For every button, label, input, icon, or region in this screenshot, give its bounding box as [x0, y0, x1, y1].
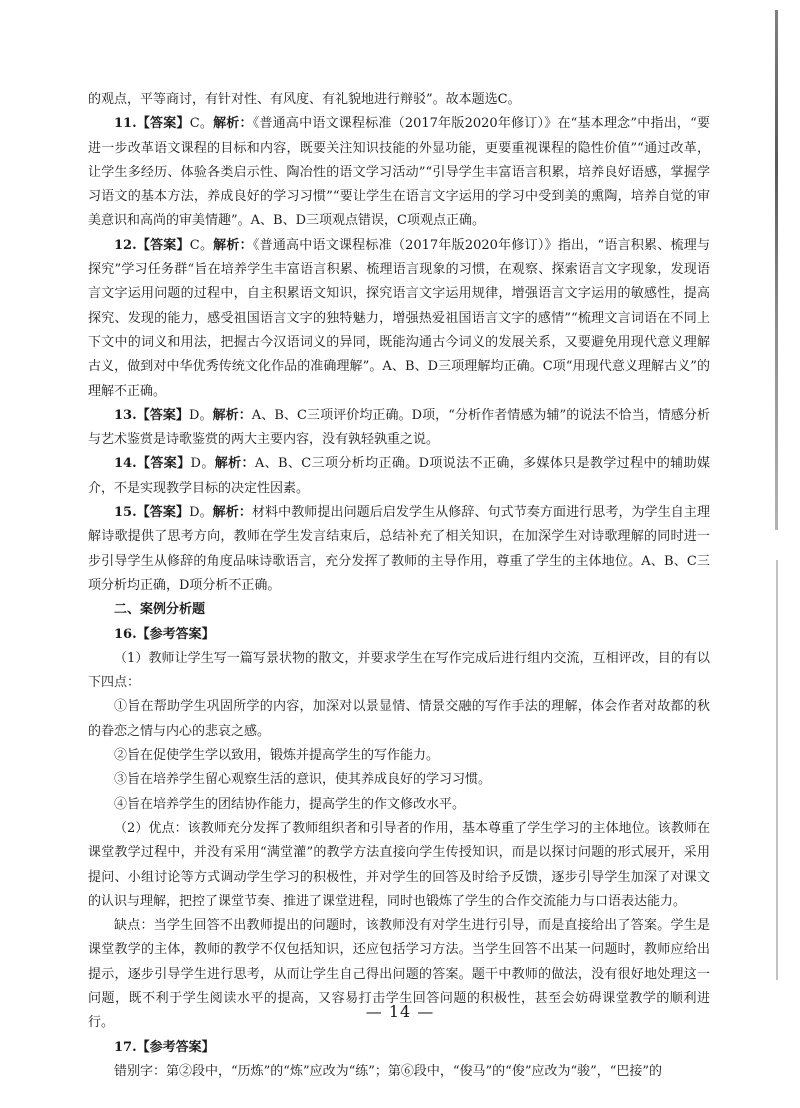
- answer-15: [88, 501, 710, 598]
- answer-12-number: 12.【答案】: [114, 237, 190, 253]
- answer-12-text: 《普通高中语文课程标准（2017年版2020年修订）》指出，“语言积累、梳理与探究”学习任务群“旨在培养学生丰富语言积累、梳理语言现象的习惯，在观察、探索语言文字现象，发现语言文字运用问题的过程中，自主积累语文知识，探究语言文字运用规律，增强语言文字运用的敏感性，提高探究、发现的能力，感受祖国语言文字的独特魅力，增强热爱祖国语言文字的感情”“梳理文言词语在不同上下文中的词义和用法，把握古今汉语词义的异同，既能沟通古今词义的发展关系，又要避免用现代意义理解古义，做到对中华优秀传统文化作品的准确理解”。A、B、D三项理解均正确。C项“用现代意义理解古义”的理解不正确。: [88, 237, 710, 399]
- answer-11-label: 解析：: [213, 116, 253, 132]
- answer-16-point1: ①旨在帮助学生巩固所学的内容，加深对以景显情、情景交融的写作手法的理解，体会作者对故都的秋的眷恋之情与内心的悲哀之感。: [88, 699, 710, 739]
- answer-16-point4: ④旨在培养学生的团结协作能力，提高学生的作文修改水平。: [114, 796, 466, 812]
- answer-16-point2: ②旨在促使学生学以致用，锻炼并提高学生的写作能力。: [114, 748, 440, 764]
- answer-15-choice: D。: [189, 505, 213, 521]
- carryover-paragraph: 的观点，平等商讨，有针对性、有风度、有礼貌地进行辩驳”。故本题选C。: [88, 92, 521, 107]
- answer-12-label: 解析：: [213, 237, 253, 253]
- answer-14: [88, 452, 710, 501]
- answer-11: [88, 112, 710, 233]
- scan-edge-mark: [775, 10, 778, 530]
- answer-13-label: 解析：: [212, 407, 252, 423]
- answer-16-heading: 16.【参考答案】: [114, 626, 215, 642]
- answer-16-part3: 缺点：当学生回答不出教师提出的问题时，该教师没有对学生进行引导，而是直接给出了答案。学生是课堂教学的主体，教师的教学不仅包括知识，还应包括学习方法。当学生回答不出某一问题时，教师应给出提示，逐步引导学生进行思考，从而让学生自己得出问题的答案。题干中教师的做法，没有很好地处理这一问题，既不利于学生阅读水平的提高，又容易打击学生回答问题的积极性，甚至会妨碍课堂教学的顺利进行。: [88, 918, 710, 1031]
- answer-17-part1: 错别字：第②段中，“历炼”的“炼”应改为“练”；第⑥段中，“俊马”的“俊”应改为“骏”，“巴接”的: [114, 1063, 663, 1079]
- answer-12-choice: C。: [189, 237, 214, 253]
- section-heading-case-analysis: 二、案例分析题: [114, 602, 206, 618]
- scan-edge-mark-lower: [776, 560, 778, 980]
- answer-11-choice: C。: [189, 116, 214, 132]
- answer-11-text: 《普通高中语文课程标准（2017年版2020年修订）》在“基本理念”中指出，“要进一步改革语文课程的目标和内容，既要关注知识技能的外显功能，更要重视课程的隐性价值”“通过改革，让学生多经历、体验各类启示性、陶冶性的语文学习活动”“引导学生丰富语言积累，培养良好语感，掌握学习语文的基本方法，养成良好的学习习惯”“要让学生在语言文字运用的学习中受到美的熏陶，培养自觉的审美意识和高尚的审美情趣”。A、B、D三项观点错误，C项观点正确。: [88, 116, 710, 229]
- document-body: [88, 88, 710, 1084]
- answer-16-point3: ③旨在培养学生留心观察生活的意识，使其养成良好的学习习惯。: [114, 772, 492, 788]
- page-number: — 14 —: [365, 1002, 435, 1021]
- answer-13: [88, 404, 710, 453]
- answer-14-number: 14.【答案】: [114, 456, 191, 472]
- answer-15-number: 15.【答案】: [114, 505, 190, 521]
- answer-12: [88, 234, 710, 404]
- answer-15-text: 材料中教师提出问题后启发学生从修辞、句式节奏方面进行思考，为学生自主理解诗歌提供了思考方向，教师在学生发言结束后，总结补充了相关知识，在加深学生对诗歌理解的同时进一步引导学生从修辞的角度品味诗歌语言，充分发挥了教师的主导作用，尊重了学生的主体地位。A、B、C三项分析均正确，D项分析不正确。: [88, 505, 710, 593]
- answer-16-part2: （2）优点：该教师充分发挥了教师组织者和引导者的作用，基本尊重了学生学习的主体地位。该教师在课堂教学过程中，并没有采用“满堂灌”的教学方法直接向学生传授知识，而是以探讨问题的形式展开，采用提问、小组讨论等方式调动学生学习的积极性，并对学生的回答及时给予反馈，逐步引导学生加深了对课文的认识与理解，把控了课堂节奏、推进了课堂进程，同时也锻炼了学生的合作交流能力与口语表达能力。: [88, 820, 710, 909]
- answer-15-label: 解析：: [212, 505, 252, 521]
- answer-14-text: A、B、C三项分析均正确。D项说法不正确，多媒体只是教学过程中的辅助媒介，不是实现教学目标的决定性因素。: [88, 456, 710, 496]
- answer-13-text: A、B、C三项评价均正确。D项，“分析作者情感为辅”的说法不恰当，情感分析与艺术鉴赏是诗歌鉴赏的两大主要内容，没有孰轻孰重之说。: [88, 407, 710, 448]
- answer-13-number: 13.【答案】: [114, 407, 189, 423]
- answer-14-label: 解析：: [214, 456, 255, 472]
- answer-11-number: 11.【答案】: [114, 116, 190, 132]
- answer-14-choice: D。: [190, 456, 215, 472]
- answer-16-part1: （1）教师让学生写一篇写景状物的散文，并要求学生在写作完成后进行组内交流，互相评改，目的有以下四点：: [88, 650, 710, 691]
- answer-13-choice: D。: [188, 407, 213, 423]
- answer-17-heading: 17.【参考答案】: [114, 1039, 215, 1055]
